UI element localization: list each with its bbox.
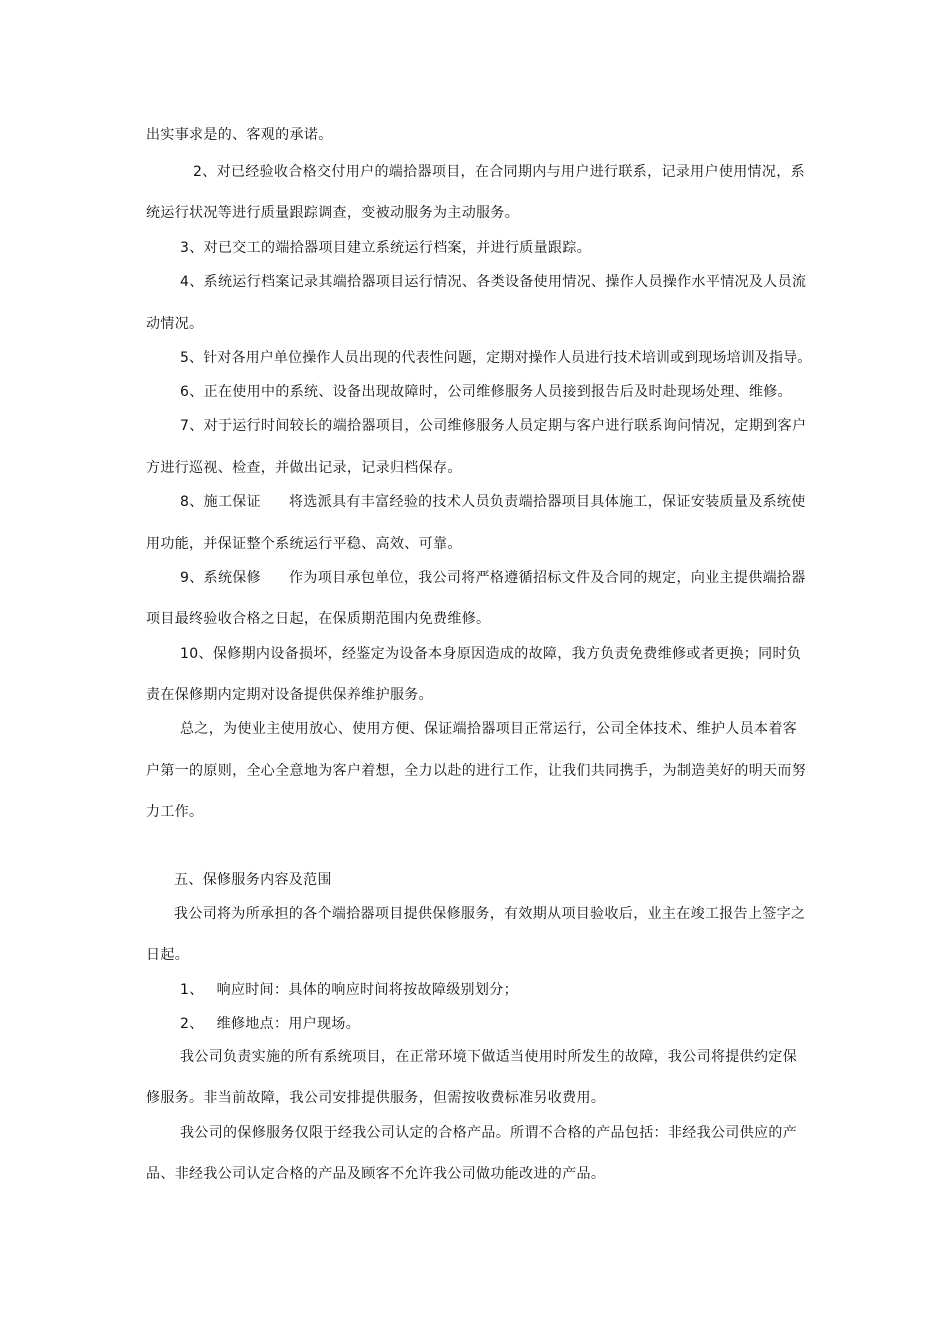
item-heading: 9、系统保修 (180, 570, 262, 586)
paragraph-line: 10、保修期内设备损坏，经鉴定为设备本身原因造成的故障，我方负责免费维修或者更换；同时负 (180, 646, 802, 662)
paragraph-line (180, 1015, 360, 1033)
paragraph-line: 我公司的保修服务仅限于经我公司认定的合格产品。所谓不合格的产品包括：非经我公司供应的产 (180, 1125, 798, 1141)
paragraph-line: 7、对于运行时间较长的端拾器项目，公司维修服务人员定期与客户进行联系询问情况，定期到客户 (180, 418, 807, 434)
paragraph-line: 用功能，并保证整个系统运行平稳、高效、可靠。 (146, 536, 462, 552)
section-heading: 五、保修服务内容及范围 (174, 872, 332, 888)
paragraph-line: 方进行巡视、检查，并做出记录，记录归档保存。 (146, 460, 462, 476)
paragraph-line (180, 493, 806, 511)
item-text: 作为项目承包单位，我公司将严格遵循招标文件及合同的规定，向业主提供端拾器 (289, 570, 806, 586)
paragraph-line: 动情况。 (146, 316, 204, 332)
paragraph-line: 我公司将为所承担的各个端拾器项目提供保修服务，有效期从项目验收后，业主在竣工报告上签字之 (174, 906, 806, 922)
list-number: 2、 (180, 1016, 204, 1032)
paragraph-line: 修服务。非当前故障，我公司安排提供服务，但需按收费标准另收费用。 (146, 1090, 606, 1106)
paragraph-line: 4、系统运行档案记录其端拾器项目运行情况、各类设备使用情况、操作人员操作水平情况及人员流 (180, 274, 807, 290)
paragraph-line: 户第一的原则，全心全意地为客户着想，全力以赴的进行工作，让我们共同携手，为制造美好的明天而努 (146, 763, 807, 779)
paragraph-line: 2、对已经验收合格交付用户的端拾器项目，在合同期内与用户进行联系，记录用户使用情况，系 (193, 164, 805, 180)
item-text: 将选派具有丰富经验的技术人员负责端拾器项目具体施工，保证安装质量及系统使 (289, 494, 806, 510)
paragraph-line: 力工作。 (146, 804, 204, 820)
list-text: 响应时间：具体的响应时间将按故障级别划分； (216, 982, 518, 998)
list-number: 1、 (180, 982, 204, 998)
paragraph-line: 6、正在使用中的系统、设备出现故障时，公司维修服务人员接到报告后及时赴现场处理、维修。 (180, 384, 792, 400)
paragraph-line (180, 981, 518, 999)
list-text: 维修地点：用户现场。 (216, 1016, 361, 1032)
paragraph-line: 统运行状况等进行质量跟踪调查，变被动服务为主动服务。 (146, 205, 520, 221)
paragraph-line: 品、非经我公司认定合格的产品及顾客不允许我公司做功能改进的产品。 (146, 1166, 606, 1182)
item-heading: 8、施工保证 (180, 494, 262, 510)
paragraph-line: 日起。 (146, 947, 190, 963)
paragraph-line: 总之，为使业主使用放心、使用方便、保证端拾器项目正常运行，公司全体技术、维护人员本着客 (180, 721, 798, 737)
paragraph-line: 我公司负责实施的所有系统项目，在正常环境下做适当使用时所发生的故障，我公司将提供约定保 (180, 1049, 798, 1065)
paragraph-line: 出实事求是的、客观的承诺。 (146, 127, 333, 143)
paragraph-line: 责在保修期内定期对设备提供保养维护服务。 (146, 687, 433, 703)
paragraph-line (180, 569, 806, 587)
paragraph-line: 项目最终验收合格之日起，在保质期范围内免费维修。 (146, 611, 491, 627)
paragraph-line: 3、对已交工的端拾器项目建立系统运行档案，并进行质量跟踪。 (180, 240, 592, 256)
paragraph-line: 5、针对各用户单位操作人员出现的代表性问题，定期对操作人员进行技术培训或到现场培训及指导。 (180, 350, 812, 366)
